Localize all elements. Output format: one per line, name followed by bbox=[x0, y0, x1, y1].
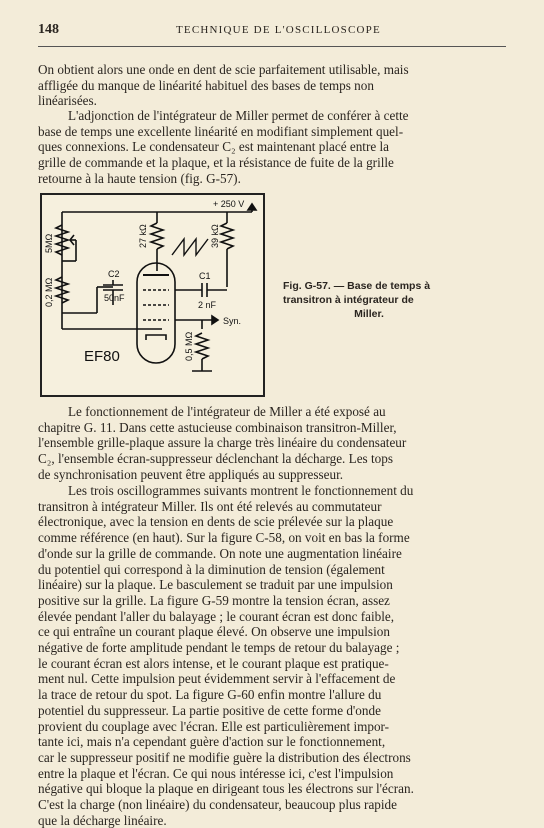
text-line: que la décharge linéaire. bbox=[38, 812, 167, 828]
text-line: base de temps une excellente linéarité en modifiant simplement quel- bbox=[38, 123, 404, 139]
text-line: l'ensemble grille-plaque assure la charge très linéaire du condensateur bbox=[38, 435, 407, 451]
text-line: élevée pendant l'aller du balayage ; le courant écran est donc faible, bbox=[38, 608, 395, 624]
supply-voltage-label: + 250 V bbox=[213, 199, 245, 209]
header-rule bbox=[38, 46, 506, 47]
caption-line: Fig. G-57. — Base de temps à bbox=[283, 280, 431, 292]
text-line: C₂, l'ensemble écran-suppresseur déclenchant la décharge. Les tops bbox=[38, 451, 393, 467]
text-line: provient du couplage avec l'écran. Elle est particulièrement impor- bbox=[38, 718, 390, 734]
page-number: 148 bbox=[38, 22, 59, 37]
text-line: Les trois oscillogrammes suivants montrent le fonctionnement du bbox=[68, 483, 414, 498]
text-line: positive sur la grille. La figure G-59 montre la tension écran, assez bbox=[38, 592, 390, 608]
text-line: ce qui entraîne un courant plaque élevé. On observe une impulsion bbox=[38, 624, 390, 640]
circuit-diagram-figure bbox=[40, 193, 265, 397]
paragraph-operation bbox=[38, 404, 502, 483]
paragraph-miller bbox=[38, 108, 502, 187]
text-line: On obtient alors une onde en dent de scie parfaitement utilisable, mais bbox=[38, 62, 409, 77]
caption-line: transitron à intégrateur de bbox=[283, 294, 414, 306]
text-line: tante ici, mais n'a cependant guère d'action sur le fonctionnement, bbox=[38, 734, 386, 750]
text-line: grille de commande et la plaque, et la résistance de fuite de la grille bbox=[38, 155, 394, 171]
text-line: potentiel du suppresseur. La partie positive de cette forme d'onde bbox=[38, 702, 381, 718]
text-line: retourne à la haute tension (fig. G-57). bbox=[38, 170, 241, 186]
text-line: d'onde sur la grille de commande. On note une augmentation linéaire bbox=[38, 545, 402, 561]
capacitor-c1-label: C1 bbox=[199, 271, 211, 281]
text-line: négative de forte amplitude pendant le temps de retour du balayage ; bbox=[38, 640, 400, 656]
text-line: linéarisées. bbox=[38, 93, 97, 109]
caption-line: Miller. bbox=[354, 308, 384, 320]
text-line: L'adjonction de l'intégrateur de Miller permet de conférer à cette bbox=[68, 108, 409, 123]
resistor-05m-label: 0,5 MΩ bbox=[184, 331, 194, 361]
paragraph-oscillograms bbox=[38, 483, 502, 828]
text-line: de synchronisation peuvent être appliqués au suppresseur. bbox=[38, 466, 344, 482]
text-line: chapitre G. 11. Dans cette astucieuse combinaison transitron-Miller, bbox=[38, 419, 397, 435]
text-line: entre la plaque et l'écran. Ce qui nous intéresse ici, c'est l'impulsion bbox=[38, 765, 394, 781]
text-line: linéaire) sur la plaque. Le basculement se traduit par une impulsion bbox=[38, 577, 393, 593]
paragraph-intro bbox=[38, 62, 502, 109]
circuit-schematic bbox=[42, 195, 263, 395]
text-line: négative qui bloque la plaque en dirigeant tous les électrons sur l'écran. bbox=[38, 781, 414, 797]
text-line: du potentiel qui correspond à la diminution de tension (également bbox=[38, 561, 385, 577]
text-line: comme référence (en haut). Sur la figure C-58, on voit en bas la forme bbox=[38, 530, 410, 546]
capacitor-c2-label: C2 bbox=[108, 269, 120, 279]
capacitor-c1-value: 2 nF bbox=[198, 300, 217, 310]
text-line: affligée du manque de linéarité habituel des bases de temps non bbox=[38, 77, 374, 93]
text-line: transitron à intégrateur Miller. Ils ont été relevés au commutateur bbox=[38, 498, 382, 514]
resistor-02m-label: 0,2 MΩ bbox=[44, 277, 54, 307]
running-title: TECHNIQUE DE L'OSCILLOSCOPE bbox=[176, 24, 381, 36]
text-line: Le fonctionnement de l'intégrateur de Miller a été exposé au bbox=[68, 404, 386, 419]
capacitor-c2-value: 50nF bbox=[104, 293, 125, 303]
sync-label: Syn. bbox=[223, 316, 242, 326]
text-line: car le suppresseur positif ne modifie guère la distribution des électrons bbox=[38, 749, 411, 765]
tube-type-label: EF80 bbox=[84, 348, 120, 365]
text-line: ment nul. Cette impulsion peut évidemment servir à l'effacement de bbox=[38, 671, 396, 687]
text-line: le courant écran est alors intense, et le courant plaque est pratique- bbox=[38, 655, 389, 671]
resistor-39k-label: 39 kΩ bbox=[210, 224, 220, 248]
text-line: la trace de retour du spot. La figure G-60 enfin montre l'allure du bbox=[38, 687, 382, 703]
resistor-27k-label: 27 kΩ bbox=[138, 224, 148, 248]
text-line: ques connexions. Le condensateur C₂ est maintenant placé entre la bbox=[38, 139, 390, 155]
text-line: électronique, avec la tension en dents de scie prélevée sur la plaque bbox=[38, 514, 394, 530]
figure-caption bbox=[283, 279, 455, 321]
text-line: C'est la charge (non linéaire) du condensateur, beaucoup plus rapide bbox=[38, 797, 397, 813]
resistor-5m-label: 5MΩ bbox=[44, 233, 54, 253]
page-header bbox=[38, 22, 506, 42]
